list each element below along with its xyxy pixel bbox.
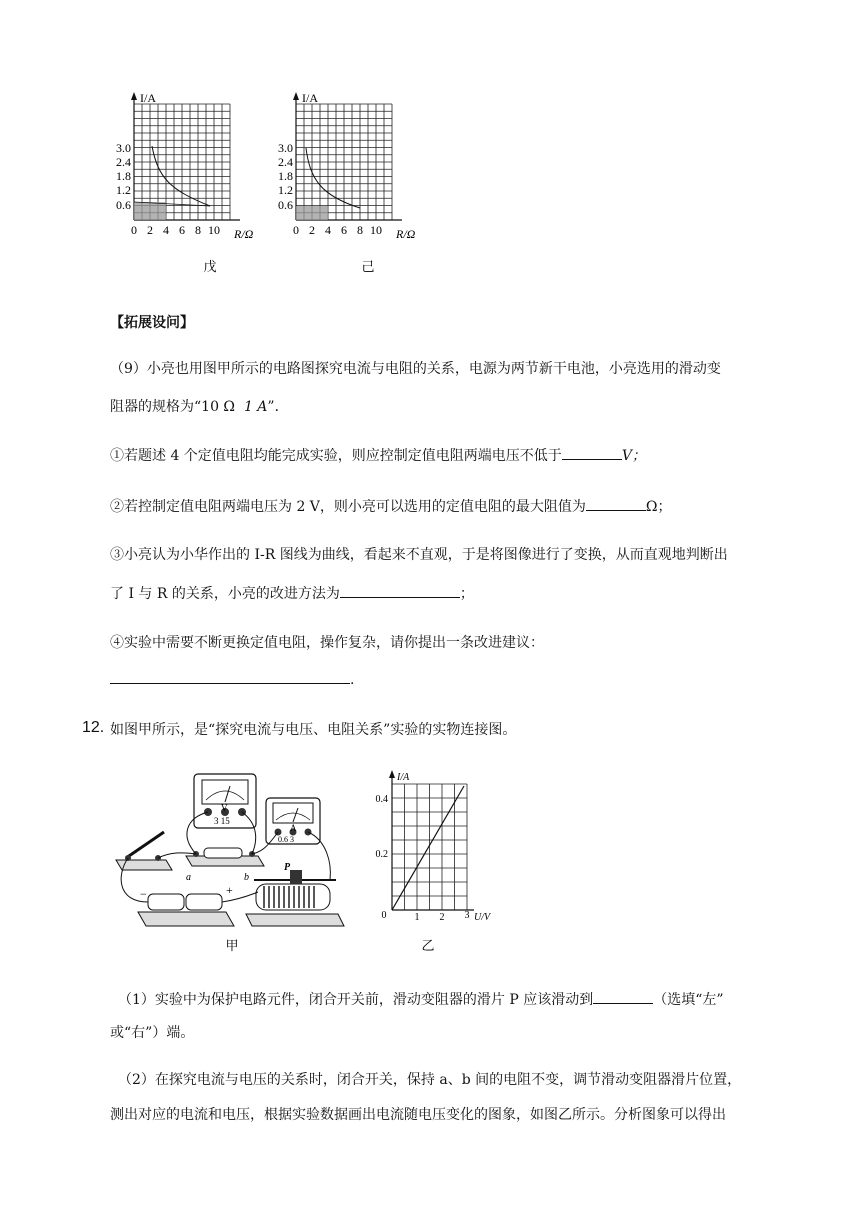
voltmeter-icon [194,774,256,828]
answer-blank[interactable] [340,583,460,598]
x-tick: 10 [208,223,220,237]
x-tick: 10 [370,223,382,237]
slider-p-label: P [284,862,291,873]
y-tick: 3.0 [116,141,131,155]
x-tick: 3 [464,910,470,921]
x-tick: 1 [414,912,420,923]
q9-item3-line1: ③小亮认为小华作出的 I-R 图线为曲线，看起来不直观，于是将图像进行了变换，从而直观地判断出 [110,547,728,563]
y-axis-arrow-icon [293,92,299,100]
y-tick: 0.6 [116,198,131,212]
q9-item3-line2: 了 I 与 R 的关系，小亮的改进方法为 ； [110,583,474,604]
y-axis-arrow-icon [389,770,395,778]
graph-wu [116,91,254,274]
answer-blank[interactable] [110,669,350,684]
x-tick: 0 [293,223,299,237]
x-tick: 2 [439,912,445,923]
ammeter-letter: A [290,823,297,833]
q12-sub1-line1: （1）实验中为保护电路元件，闭合开关前，滑动变阻器的滑片 P 应该滑动到 （选填“左” [118,989,724,1010]
voltmeter-terminals: 3 15 [214,816,230,826]
x-tick: 8 [195,223,201,237]
battery-plus: + [226,883,233,897]
graph-caption: 己 [361,259,375,274]
answer-blank[interactable] [593,989,653,1004]
question-number: 12. [82,719,105,736]
q12-sub2-line2: 测出对应的电流和电压，根据实验数据画出电流随电压变化的图象，如图乙所示。分析图象可以得出 [110,1107,726,1123]
shaded-area [296,206,328,220]
y-tick: 0.6 [278,198,293,212]
y-axis-arrow-icon [131,92,137,100]
rheostat-icon [246,862,344,926]
y-tick: 1.2 [278,183,293,197]
x-tick: 4 [163,223,169,237]
x-tick: 2 [147,223,153,237]
q9-item4-line2: . [110,669,354,690]
y-tick: 3.0 [278,141,293,155]
y-tick: 1.8 [116,169,131,183]
q9-line1: （9）小亮也用图甲所示的电路图探究电流与电阻的关系，电源为两节新干电池，小亮选用的滑动变 [110,361,721,377]
q9-item2: ②若控制定值电阻两端电压为 2 V，则小亮可以选用的定值电阻的最大阻值为 Ω； [110,496,672,517]
x-tick: 6 [341,223,347,237]
ammeter-terminals: 0.6 3 [278,835,294,844]
y-tick: 0.4 [375,794,388,805]
q12-sub2-line1: （2）在探究电流与电压的关系时，闭合开关，保持 a、b 间的电阻不变，调节滑动变阻器滑片位置， [118,1072,742,1088]
circuit-figure-jia [108,766,358,956]
y-axis-label: I/A [397,772,410,783]
battery-minus: − [140,887,147,901]
x-axis-label: R/Ω [234,227,254,241]
battery-icon [138,883,234,926]
y-tick: 2.4 [278,155,293,169]
x-tick: 0 [381,910,387,921]
graph-ji [278,91,416,274]
x-tick: 2 [309,223,315,237]
q9-item4-line1: ④实验中需要不断更换定值电阻，操作复杂，请你提出一条改进建议： [110,635,544,651]
y-tick: 1.2 [116,183,131,197]
section-heading: 【拓展设问】 [110,315,194,331]
q12-sub1-line2: 或“右”）端。 [110,1025,195,1041]
y-tick: 2.4 [116,155,131,169]
y-axis-label: I/A [140,91,156,105]
y-tick: 0.2 [375,849,388,860]
x-axis-label: U/V [474,912,491,923]
i-u-line [392,786,464,910]
graph-caption: 戊 [203,259,217,274]
q9-item1: ①若题述 4 个定值电阻均能完成实验，则应控制定值电阻两端电压不低于 V； [110,445,646,466]
point-a-label: a [186,872,191,883]
q12-intro: 如图甲所示，是“探究电流与电压、电阻关系”实验的实物连接图。 [110,722,517,738]
x-tick: 8 [357,223,363,237]
x-tick: 0 [131,223,137,237]
x-axis-label: R/Ω [396,227,416,241]
voltmeter-letter: V [221,803,228,813]
answer-blank[interactable] [586,496,646,511]
y-tick: 1.8 [278,169,293,183]
answer-blank[interactable] [562,445,622,460]
x-tick: 4 [325,223,331,237]
graph-yi [370,768,510,958]
q9-line2: 阻器的规格为“10 Ω 1 A”． [110,399,289,415]
graphs-wu-ji [100,88,430,283]
y-axis-label: I/A [302,91,318,105]
shaded-area [134,202,166,220]
figure-caption-jia: 甲 [225,938,239,953]
figure-caption-yi: 乙 [421,938,435,953]
point-b-label: b [244,872,249,883]
x-tick: 6 [179,223,185,237]
